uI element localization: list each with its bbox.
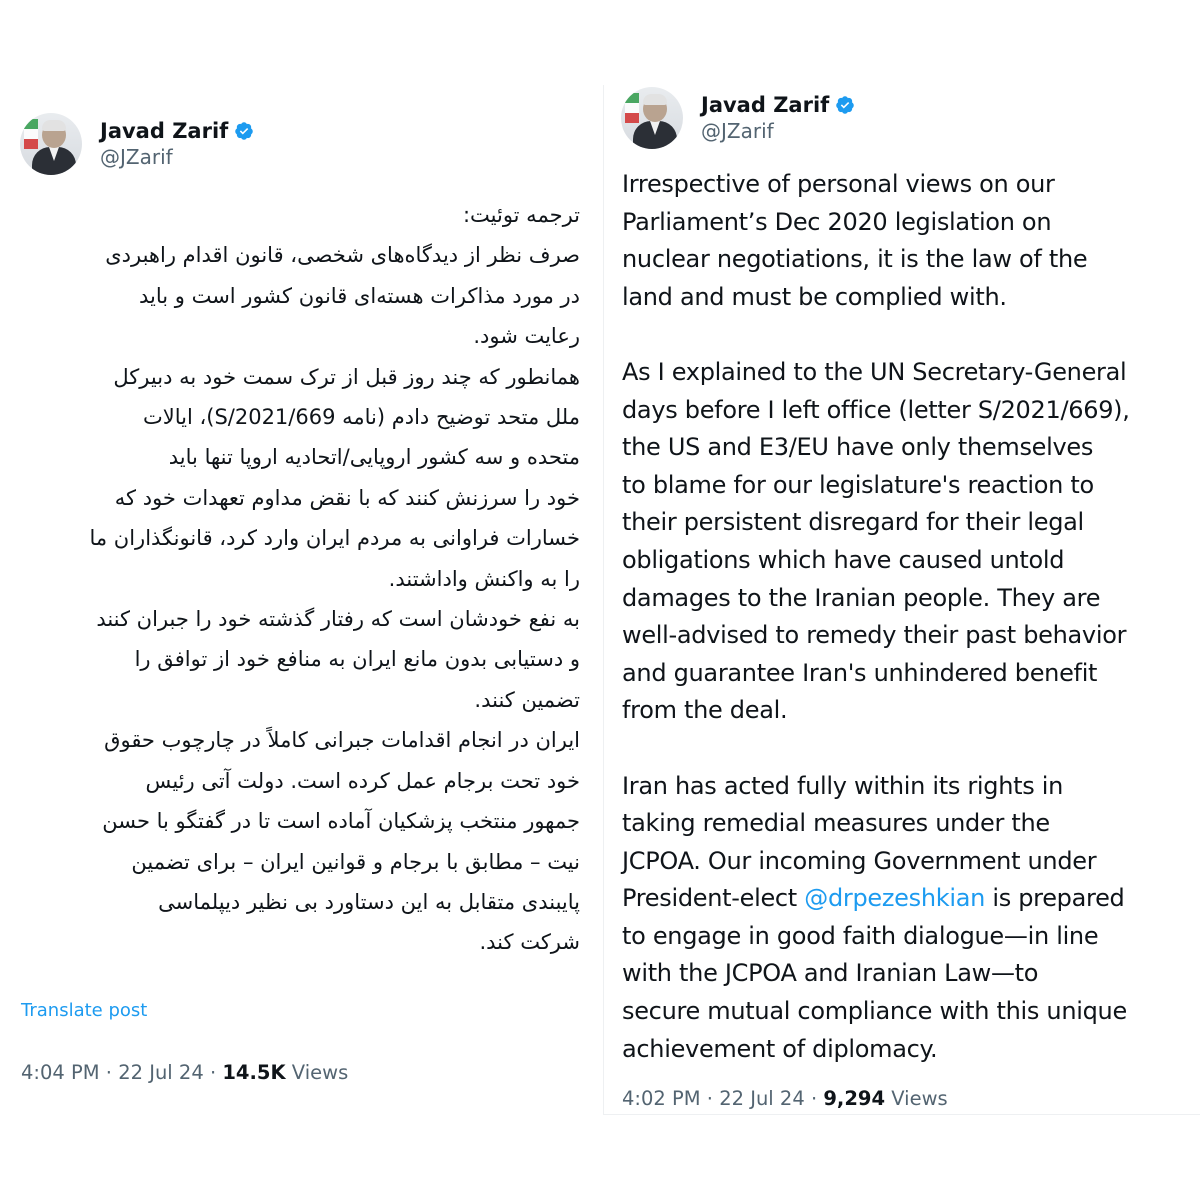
text-line: land and must be complied with. — [622, 282, 1007, 311]
text-line: from the deal. — [622, 696, 788, 725]
text-line: همانطور که چند روز قبل از ترک سمت خود به دبیرکل — [113, 364, 580, 389]
text-line: JCPOA. Our incoming Government under — [622, 846, 1097, 875]
right-post-paragraph-2 — [622, 354, 1194, 730]
right-display-name[interactable]: Javad Zarif — [701, 92, 830, 117]
meta-separator: · — [700, 1087, 720, 1110]
text-line: نیت – مطابق با برجام و قوانین ایران – برای تضمین — [131, 849, 580, 874]
meta-separator: · — [804, 1087, 824, 1110]
text-line: را به واکنش واداشتند. — [388, 566, 580, 591]
right-avatar[interactable] — [621, 87, 683, 149]
left-post-time[interactable]: 4:04 PM — [21, 1061, 100, 1084]
text-line: achievement of diplomacy. — [622, 1034, 938, 1063]
left-post-text — [20, 195, 580, 963]
meta-separator: · — [99, 1061, 119, 1084]
text-line: to blame for our legislature's reaction to — [622, 470, 1094, 499]
verified-badge-icon — [835, 95, 855, 115]
text-line: obligations which have caused untold — [622, 545, 1065, 574]
verified-badge-icon — [234, 121, 254, 141]
text-line: تضمین کنند. — [474, 687, 580, 712]
text-line: Irrespective of personal views on our — [622, 170, 1055, 198]
text-line: secure mutual compliance with this unique — [622, 997, 1127, 1026]
text-line: جمهور منتخب پزشکیان آماده است تا در گفتگو با حسن — [102, 809, 580, 834]
text-line: their persistent disregard for their legal — [622, 508, 1084, 537]
text-line: well-advised to remedy their past behavior — [622, 621, 1127, 650]
right-post-time[interactable]: 4:02 PM — [622, 1087, 701, 1110]
left-post-header — [20, 113, 254, 175]
text-line: ایران در انجام اقدامات جبرانی کاملاً در چارچوب حقوق — [104, 728, 580, 753]
right-post-views-count: 9,294 — [823, 1087, 886, 1110]
text-line: به نفع خودشان است که رفتار گذشته خود را جبران کنند — [96, 607, 580, 632]
text-line: nuclear negotiations, it is the law of the — [622, 245, 1088, 274]
text-line: damages to the Iranian people. They are — [622, 583, 1101, 612]
left-post-meta — [21, 1061, 348, 1084]
mention-link[interactable]: @drpezeshkian — [804, 884, 986, 913]
right-post-views-label: Views — [885, 1087, 948, 1110]
text-line: days before I left office (letter S/2021/669), — [622, 395, 1130, 424]
right-post-text — [622, 166, 1194, 1068]
right-post-meta — [622, 1087, 948, 1110]
text-line: خود تحت برجام عمل کرده است. دولت آتی رئیس — [145, 768, 580, 793]
text-line: خسارات فراوانی به مردم ایران وارد کرد، قانونگذاران ما — [89, 526, 580, 551]
left-post-views-label: Views — [285, 1061, 349, 1084]
right-post-paragraph-1 — [622, 166, 1194, 316]
text-line: and guarantee Iran's unhindered benefit — [622, 658, 1098, 687]
text-line: ترجمه توئیت: — [462, 203, 580, 227]
text-line: Parliament’s Dec 2020 legislation on — [622, 207, 1052, 236]
right-post-paragraph-3-rest — [622, 918, 1194, 1068]
right-post-paragraph-3 — [622, 768, 1194, 881]
mention-line — [622, 880, 1194, 918]
text-line: the US and E3/EU have only themselves — [622, 433, 1094, 462]
text-line: خود را سرزنش کنند که با نقض مداوم تعهدات خود که — [114, 485, 580, 510]
text-line: As I explained to the UN Secretary-General — [622, 357, 1127, 386]
meta-separator: · — [203, 1061, 223, 1084]
text-line: شرکت کند. — [479, 930, 580, 955]
left-handle[interactable]: @JZarif — [100, 145, 173, 170]
right-post-card[interactable] — [603, 85, 1200, 1115]
left-post-date[interactable]: 22 Jul 24 — [118, 1061, 204, 1084]
right-post-date[interactable]: 22 Jul 24 — [719, 1087, 805, 1110]
left-post-card[interactable] — [10, 95, 595, 1145]
mention-prefix: President-elect — [622, 884, 805, 913]
left-post-views-count: 14.5K — [222, 1061, 286, 1084]
text-line: taking remedial measures under the — [622, 809, 1050, 838]
text-line: متحده و سه کشور اروپایی/اتحادیه اروپا تنها باید — [168, 445, 580, 470]
mention-suffix: is prepared — [985, 884, 1125, 913]
text-line: رعایت شود. — [473, 324, 580, 349]
translate-post-link[interactable]: Translate post — [21, 1000, 148, 1021]
text-line: Iran has acted fully within its rights in — [622, 771, 1064, 800]
text-line: در مورد مذاکرات هسته‌ای قانون کشور است و باید — [138, 283, 580, 308]
text-line: پایبندی متقابل به این دستاورد بی نظیر دیپلماسی — [158, 889, 580, 914]
left-display-name[interactable]: Javad Zarif — [100, 118, 229, 143]
text-line: to engage in good faith dialogue—in line — [622, 921, 1099, 950]
text-line: ملل متحد توضیح دادم (نامه S/2021/669)، ایالات — [142, 405, 580, 430]
text-line: with the JCPOA and Iranian Law—to — [622, 959, 1039, 988]
text-line: و دستیابی بدون مانع ایران به منافع خود از توافق را — [134, 647, 580, 672]
right-handle[interactable]: @JZarif — [701, 119, 774, 144]
right-post-header — [621, 87, 855, 149]
text-line: صرف نظر از دیدگاه‌های شخصی، قانون اقدام راهبردی — [105, 243, 580, 268]
left-avatar[interactable] — [20, 113, 82, 175]
